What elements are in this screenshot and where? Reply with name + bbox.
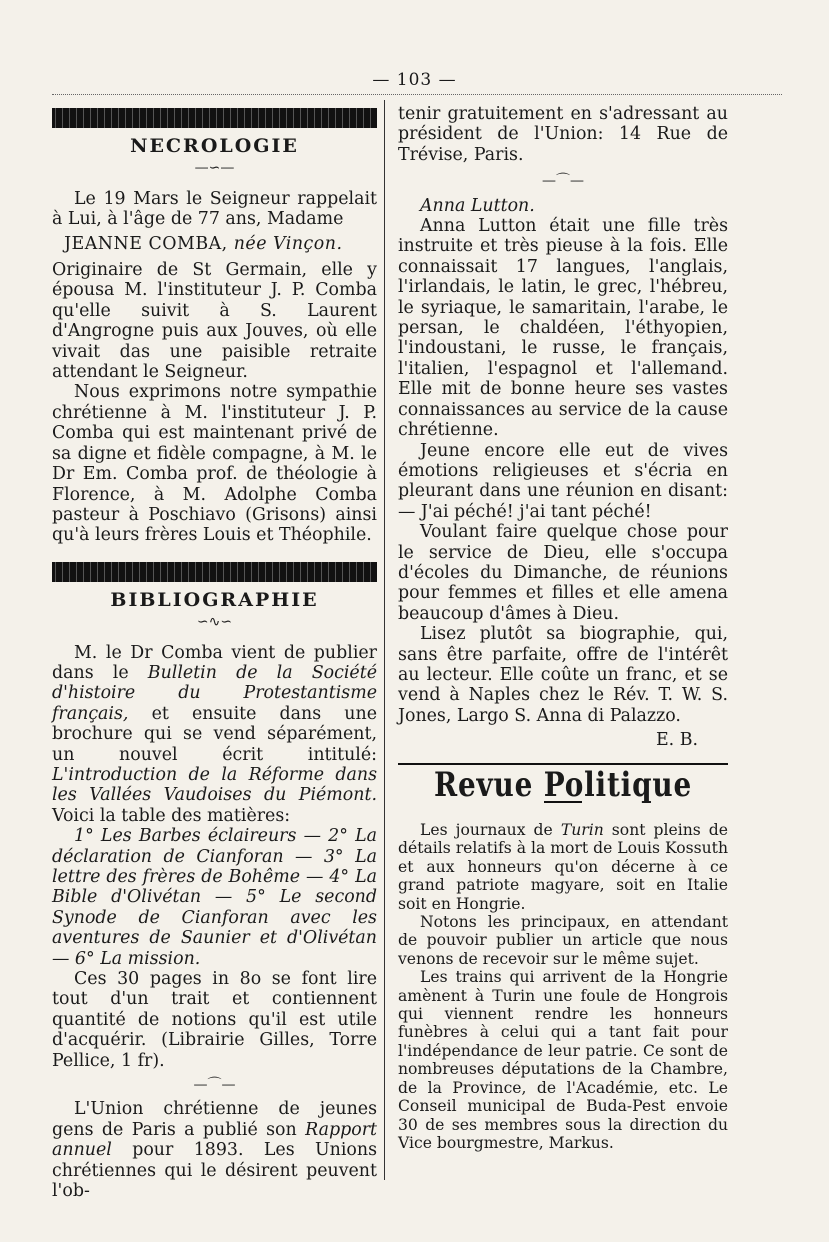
revue-paragraph (398, 821, 728, 913)
text-run: pour 1893. Les Unions chrétiennes qui le désirent peuvent l'ob- (52, 1140, 377, 1202)
bibliographie-paragraph: Ces 30 pages in 8o se font lire tout d'un trait et contiennent quantité de notions qu'il est utile d'acquérir. (Librairie Gilles, Torre Pellice, 1 fr). (52, 969, 377, 1071)
table-of-contents (52, 826, 377, 969)
lutton-paragraph: Lisez plutôt sa biographie, qui, sans être parfaite, offre de l'intérêt au lecteur. Elle coûte un franc, et se vend à Naples chez le Rév. T. W. S. Jones, Largo S. Anna di Palazzo. (398, 624, 728, 726)
ornament-divider: ∽∿∽ (196, 614, 233, 631)
necrologie-paragraph: Nous exprimons notre sympathie chrétienne à M. l'instituteur J. P. Comba qui est maintenant privé de sa digne et fidèle compagne, à M. le Dr Em. Comba prof. de théologie à Florence, à M. Adolphe Comba pasteur à Poschiavo (Grisons) ainsi qu'à leurs frères Louis et Théophile. (52, 382, 377, 546)
lutton-paragraph: Jeune encore elle eut de vives émotions religieuses et s'écria en pleurant dans une réunion en disant: — J'ai péché! j'ai tant péché! (398, 440, 728, 522)
text-run: Turin (560, 821, 604, 839)
lutton-heading-text: Anna Lutton. (420, 195, 535, 216)
revue-paragraph: Les trains qui arrivent de la Hongrie amènent à Turin une foule de Hongrois qui viennent rendre les honneurs funèbres à celui qui a tant fait pour l'indépendance de leur patrie. Ce sont de nombreuses députations de la Chambre, de la Province, de l'Académie, etc. Le Conseil municipal de Buda-Pest envoie 30 de ses membres sous la direction du Vice bourgmestre, Markus. (398, 968, 728, 1152)
name-suffix: née Vinçon. (233, 233, 343, 254)
page-number: — 103 — (372, 70, 457, 90)
ornament-divider: —⌒— (193, 1077, 236, 1094)
ornamental-banner (52, 108, 377, 128)
necrologie-title: NECROLOGIE (130, 135, 299, 157)
bibliographie-paragraph (52, 1099, 377, 1201)
text-run: Bulletin de la Société d'histoire du Protestantisme français, (52, 662, 378, 724)
deceased-name (52, 234, 377, 254)
lutton-paragraph: Voulant faire quelque chose pour le service de Dieu, elle s'occupa d'écoles du Dimanche, de réunions pour femmes et filles et elle amena beaucoup d'âmes à Dieu. (398, 522, 728, 624)
ornamental-banner (52, 562, 377, 582)
lutton-heading (398, 196, 728, 216)
text-run: Rapport annuel (52, 1119, 378, 1161)
bibliographie-paragraph (52, 643, 377, 827)
bibliographie-title: BIBLIOGRAPHIE (110, 588, 319, 611)
text-run: sont pleins de détails relatifs à la mort de Louis Kossuth et aux honneurs qu'on décerne à ce grand patriote magyare, soit en Italie soit en Hongrie. (398, 821, 729, 913)
continued-paragraph: tenir gratuitement en s'adressant au président de l'Union: 14 Rue de Trévise, Paris. (398, 104, 728, 165)
text-run: et ensuite dans une brochure qui se vend séparément, un nouvel écrit intitulé: (52, 703, 377, 765)
text-run: Les journaux de (420, 821, 553, 839)
text-run: M. le Dr Comba vient de publier dans le (52, 642, 377, 683)
revue-politique-title: Revue Politique (433, 764, 693, 805)
necrologie-paragraph: Originaire de St Germain, elle y épousa M. l'instituteur J. P. Comba qu'elle suivit à S. Laurent d'Angrogne puis aux Jouves, où elle vivait das une paisible retraite attendant le Seigneur. (52, 260, 377, 383)
left-column (52, 104, 377, 1202)
ornament-divider: —∽— (194, 160, 235, 177)
text-run: L'Union chrétienne de jeunes gens de Paris a publié son (52, 1099, 377, 1140)
signature: E. B. (655, 730, 698, 751)
text-run: L'introduction de la Réforme dans les Vallées Vaudoises du Piémont. (52, 764, 377, 806)
necrologie-paragraph: Le 19 Mars le Seigneur rappelait à Lui, à l'âge de 77 ans, Madame (52, 188, 377, 230)
ornament-divider: —⌒— (542, 173, 584, 190)
revue-paragraph: Notons les principaux, en attendant de pouvoir publier un article que nous venons de recevoir sur le même sujet. (398, 913, 728, 968)
toc-text: 1° Les Barbes éclaireurs — 2° La déclaration de Cianforan — 3° La lettre des frères de Bohême — 4° La Bible d'Olivétan — 5° Le second Synode de Cianforan avec les aventures de Saunier et d'Olivétan — 6° La mission. (52, 826, 377, 969)
top-rule (52, 94, 782, 95)
name-text: JEANNE COMBA, (64, 233, 228, 254)
right-column (398, 104, 728, 1152)
text-run: Voici la table des matières: (52, 805, 291, 826)
column-divider (384, 100, 385, 1180)
lutton-paragraph: Anna Lutton était une fille très instruite et très pieuse à la fois. Elle connaissait 17 langues, l'anglais, l'irlandais, le latin, le grec, l'hébreu, le syriaque, le samaritain, l'arabe, le persan, le chaldéen, l'éthyopien, l'indoustani, le russe, le français, l'italien, l'espagnol et l'allemand. Elle mit de bonne heure ses vastes connaissances au service de la cause chrétienne. (398, 216, 728, 441)
